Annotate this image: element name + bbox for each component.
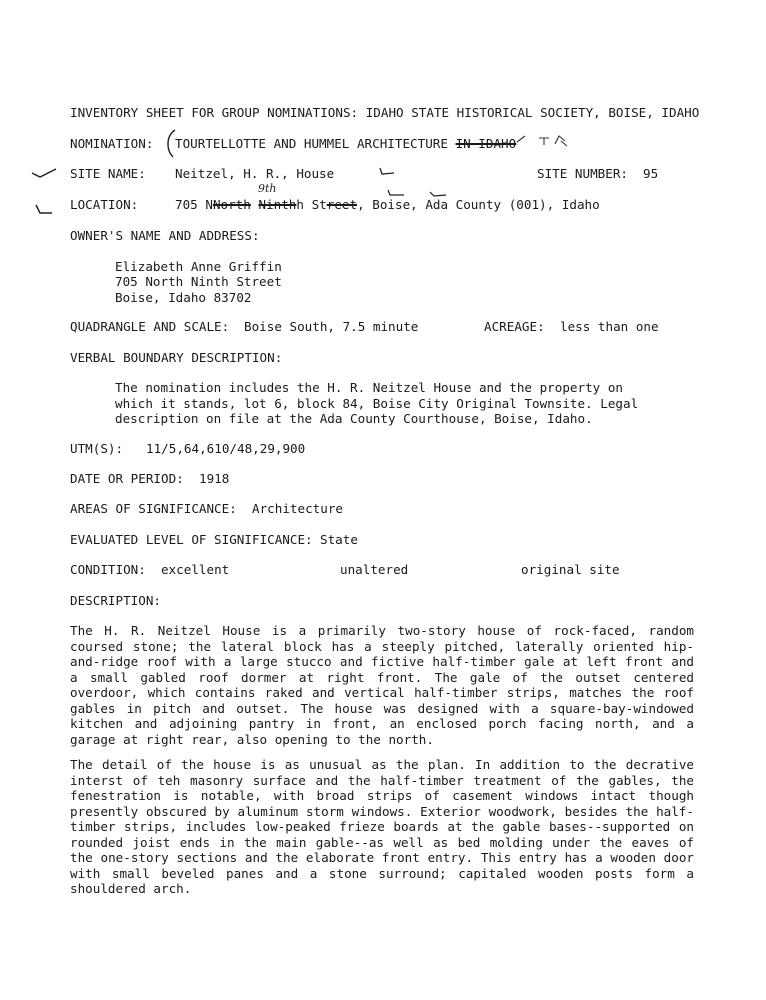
location-h: h [296, 197, 304, 212]
acreage-value: less than one [560, 319, 659, 334]
location-struck-street: reet [326, 197, 358, 212]
location-number: 705 [175, 197, 198, 212]
location-n: N [205, 197, 213, 212]
description-label: DESCRIPTION: [70, 593, 161, 608]
nomination-value [175, 136, 516, 152]
location-value [175, 197, 600, 213]
acreage-label: ACREAGE: [484, 319, 545, 334]
owner-city: Boise, Idaho 83702 [115, 290, 252, 305]
handwritten-ninth-correction: 9th [258, 182, 277, 195]
level-value: State [320, 532, 358, 547]
site-number-value: 95 [643, 166, 659, 181]
condition-value-3: original site [521, 562, 620, 577]
boundary-text: The nomination includes the H. R. Neitzel House and the property on which it stands, lot 6, block 84, Boise City Original Townsite. Legal description on file at the Ada County Courthouse, Boise, Idaho. [115, 380, 639, 426]
nomination-title: TOURTELLOTTE AND HUMMEL ARCHITECTURE [175, 136, 448, 151]
owner-label: OWNER'S NAME AND ADDRESS: [70, 228, 260, 243]
page-title: INVENTORY SHEET FOR GROUP NOMINATIONS: IDAHO STATE HISTORICAL SOCIETY, BOISE, IDAHO [70, 105, 700, 120]
handwritten-check-mark-location [34, 201, 54, 217]
date-value: 1918 [199, 471, 230, 486]
quadrangle-label: QUADRANGLE AND SCALE: [70, 319, 230, 334]
site-number-label: SITE NUMBER: [537, 166, 628, 181]
location-rest: , Boise, Ada County (001), Idaho [357, 197, 600, 212]
location-struck-north: North [212, 197, 251, 212]
areas-label: AREAS OF SIGNIFICANCE: [70, 501, 237, 516]
nomination-label: NOMINATION: [70, 136, 154, 151]
condition-value-1: excellent [161, 562, 230, 577]
quadrangle-value: Boise South, 7.5 minute [244, 319, 419, 334]
boundary-label: VERBAL BOUNDARY DESCRIPTION: [70, 350, 283, 365]
handwritten-check-mark [30, 165, 58, 181]
handwritten-location-ticks [380, 186, 460, 198]
location-st: St [311, 197, 327, 212]
date-label: DATE OR PERIOD: [70, 471, 184, 486]
site-name-value: Neitzel, H. R., House [175, 166, 335, 181]
owner-name: Elizabeth Anne Griffin [115, 259, 282, 274]
site-name-label: SITE NAME: [70, 166, 146, 181]
handwritten-tick-mark [378, 166, 396, 178]
condition-label: CONDITION: [70, 562, 146, 577]
handwritten-tr-mark [515, 132, 577, 148]
description-paragraph-2: The detail of the house is as unusual as the plan. In addition to the decrative interst of teh masonry surface and the half-timber treatment of the gables, the fenestration is notable, with broad strips of casement windows intact though presently obscured by aluminum storm windows. Exterior woodwork, besides the half-timber strips, includes low-peaked frieze boards at the gable bases--supported on rounded joist ends in the main gable--as well as bed molding under the eaves of the one-story sections and the elaborate front entry. This entry has a wooden door with small beveled panes and a stone surround; capitaled wooden posts form a shouldered arch. [70, 757, 694, 896]
nomination-struck-text: IN IDAHO [455, 136, 517, 151]
utm-label: UTM(S): [70, 441, 124, 456]
utm-value: 11/5,64,610/48,29,900 [146, 441, 306, 456]
description-paragraph-1: The H. R. Neitzel House is a primarily two-story house of rock-faced, random coursed stone; the lateral block has a steeply pitched, laterally oriented hip-and-ridge roof with a large stucco and fictive half-timber gale at left front and a small gabled roof dormer at right front. The gale of the outset centered overdoor, which contains raked and vertical half-timber strips, matches the roof gables in pitch and outset. The house was designed with a square-bay-windowed kitchen and adjoining pantry in front, an enclosed porch facing north, and a garage at right rear, also opening to the north. [70, 623, 694, 747]
location-struck-ninth: Ninth [258, 197, 297, 212]
location-label: LOCATION: [70, 197, 139, 212]
areas-value: Architecture [252, 501, 343, 516]
owner-street: 705 North Ninth Street [115, 274, 282, 289]
condition-value-2: unaltered [340, 562, 409, 577]
level-label: EVALUATED LEVEL OF SIGNIFICANCE: [70, 532, 313, 547]
